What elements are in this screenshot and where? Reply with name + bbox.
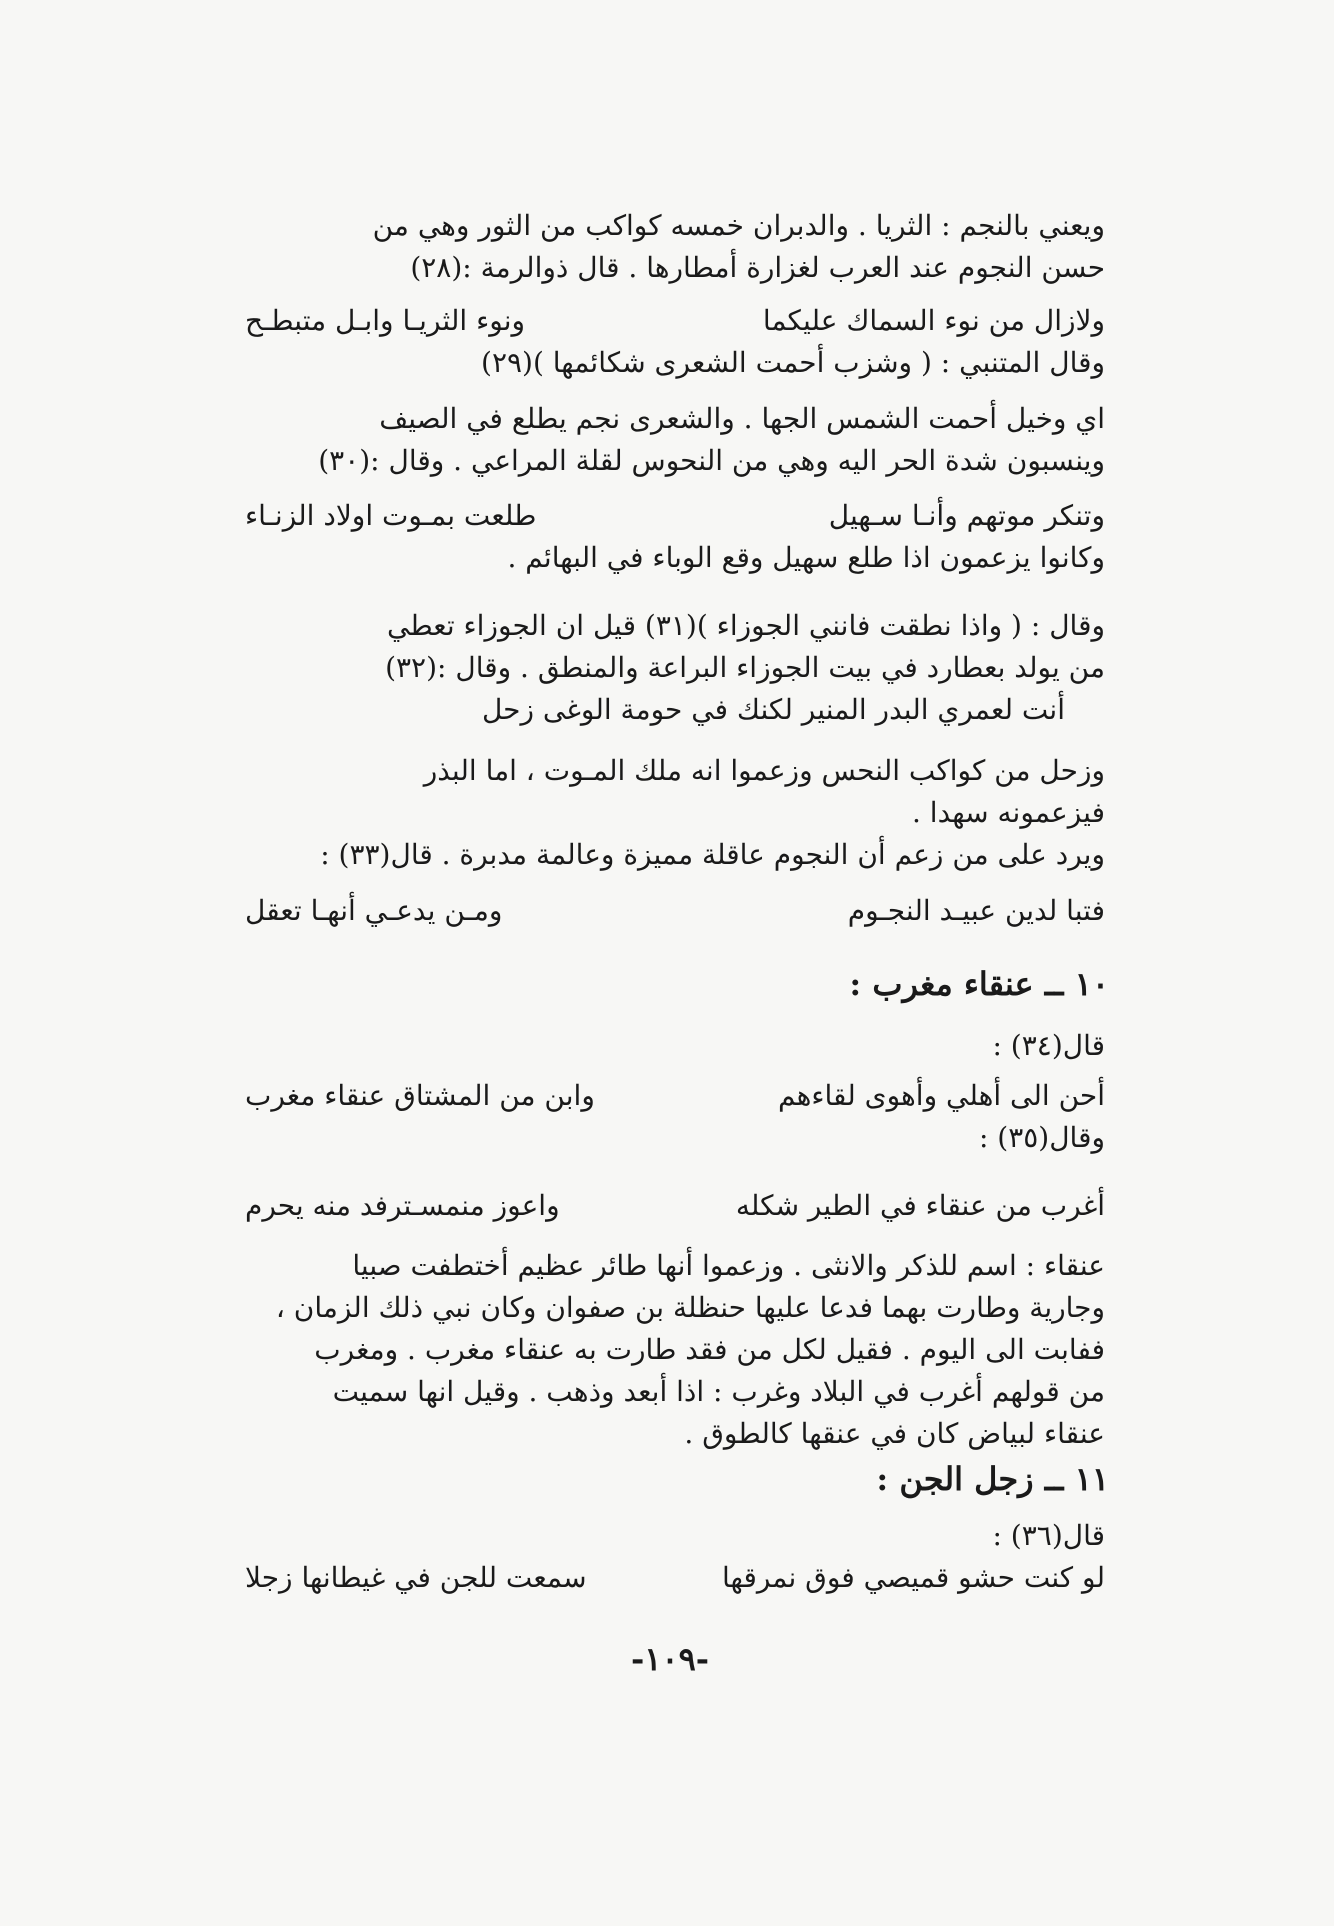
text-line: ويعني بالنجم : الثريا . والدبران خمسه كواكب من الثور وهي من xyxy=(372,209,1105,242)
text-block-5 xyxy=(245,1025,1105,1067)
verse-hemistich: ونوء الثريـا وابـل متبطـح xyxy=(245,304,526,337)
verse-1 xyxy=(245,300,1105,384)
text-line: وينسبون شدة الحر اليه وهي من النحوس لقلة المراعي . وقال :(٣٠) xyxy=(318,444,1105,477)
verse-hemistich: وابن من المشتاق عنقاء مغرب xyxy=(245,1079,595,1112)
text-line: وقال المتنبي : ( وشزب أحمت الشعرى شكائمها )(٢٩) xyxy=(481,346,1105,379)
verse-hemistich: سمعت للجن في غيطانها زجلا xyxy=(245,1561,587,1594)
text-line: اي وخيل أحمت الشمس الجها . والشعرى نجم يطلع في الصيف xyxy=(379,402,1105,435)
verse-hemistich: أغرب من عنقاء في الطير شكله xyxy=(735,1189,1105,1222)
text-line: وقال(٣٥) : xyxy=(978,1121,1105,1154)
text-line: عنقاء : اسم للذكر والانثى . وزعموا أنها طائر عظيم أختطفت صبيا xyxy=(352,1249,1105,1282)
verse-3 xyxy=(245,890,1105,932)
text-line: قال(٣٤) : xyxy=(992,1029,1105,1062)
verse-5 xyxy=(245,1185,1105,1227)
text-line: من يولد بعطارد في بيت الجوزاء البراعة والمنطق . وقال :(٣٢) xyxy=(385,651,1105,684)
verse-hemistich: ولازال من نوء السماك عليكما xyxy=(762,304,1105,337)
text-line: وقال : ( واذا نطقت فانني الجوزاء )(٣١) قيل ان الجوزاء تعطي xyxy=(387,609,1105,642)
verse-hemistich: ومـن يدعـي أنهـا تعقل xyxy=(245,894,503,927)
text-block-6 xyxy=(245,1245,1105,1455)
text-line: فيزعمونه سهدا . xyxy=(912,796,1105,829)
page-number: -١٠٩- xyxy=(630,1640,710,1678)
section-heading: ١٠ ــ عنقاء مغرب : xyxy=(849,965,1109,1003)
verse-hemistich: وتنكر موتهم وأنـا سـهيل xyxy=(828,499,1105,532)
text-line: حسن النجوم عند العرب لغزارة أمطارها . قال ذوالرمة :(٢٨) xyxy=(410,251,1105,284)
text-block-3 xyxy=(245,605,1105,731)
text-line: وزحل من كواكب النحس وزعموا انه ملك المـوت ، اما البذر xyxy=(423,754,1105,787)
section-heading: ١١ ــ زجل الجن : xyxy=(876,1460,1109,1498)
text-line: عنقاء لبياض كان في عنقها كالطوق . xyxy=(684,1417,1105,1450)
verse-2 xyxy=(245,495,1105,579)
text-block-2 xyxy=(245,398,1105,482)
text-block-4 xyxy=(245,750,1105,876)
verse-hemistich: طلعت بمـوت اولاد الزنـاء xyxy=(245,499,537,532)
verse-hemistich: أحن الى أهلي وأهوى لقاءهم xyxy=(777,1079,1105,1112)
text-block-7 xyxy=(245,1515,1105,1599)
text-line: ففابت الى اليوم . فقيل لكل من فقد طارت به عنقاء مغرب . ومغرب xyxy=(314,1333,1105,1366)
text-line: قال(٣٦) : xyxy=(992,1519,1105,1552)
text-line: وكانوا يزعمون اذا طلع سهيل وقع الوباء في البهائم . xyxy=(507,541,1105,574)
text-line: وجارية وطارت بهما فدعا عليها حنظلة بن صفوان وكان نبي ذلك الزمان ، xyxy=(275,1291,1105,1324)
text-line: ويرد على من زعم أن النجوم عاقلة مميزة وعالمة مدبرة . قال(٣٣) : xyxy=(320,838,1105,871)
text-line: أنت لعمري البدر المنير لكنك في حومة الوغى زحل xyxy=(481,693,1065,726)
verse-hemistich: لو كنت حشو قميصي فوق نمرقها xyxy=(722,1561,1105,1594)
text-line: من قولهم أغرب في البلاد وغرب : اذا أبعد وذهب . وقيل انها سميت xyxy=(332,1375,1105,1408)
verse-hemistich: واعوز منمسـترفد منه يحرم xyxy=(245,1189,560,1222)
verse-4 xyxy=(245,1075,1105,1159)
text-block-1 xyxy=(245,205,1105,289)
verse-hemistich: فتبا لدين عبيـد النجـوم xyxy=(847,894,1105,927)
